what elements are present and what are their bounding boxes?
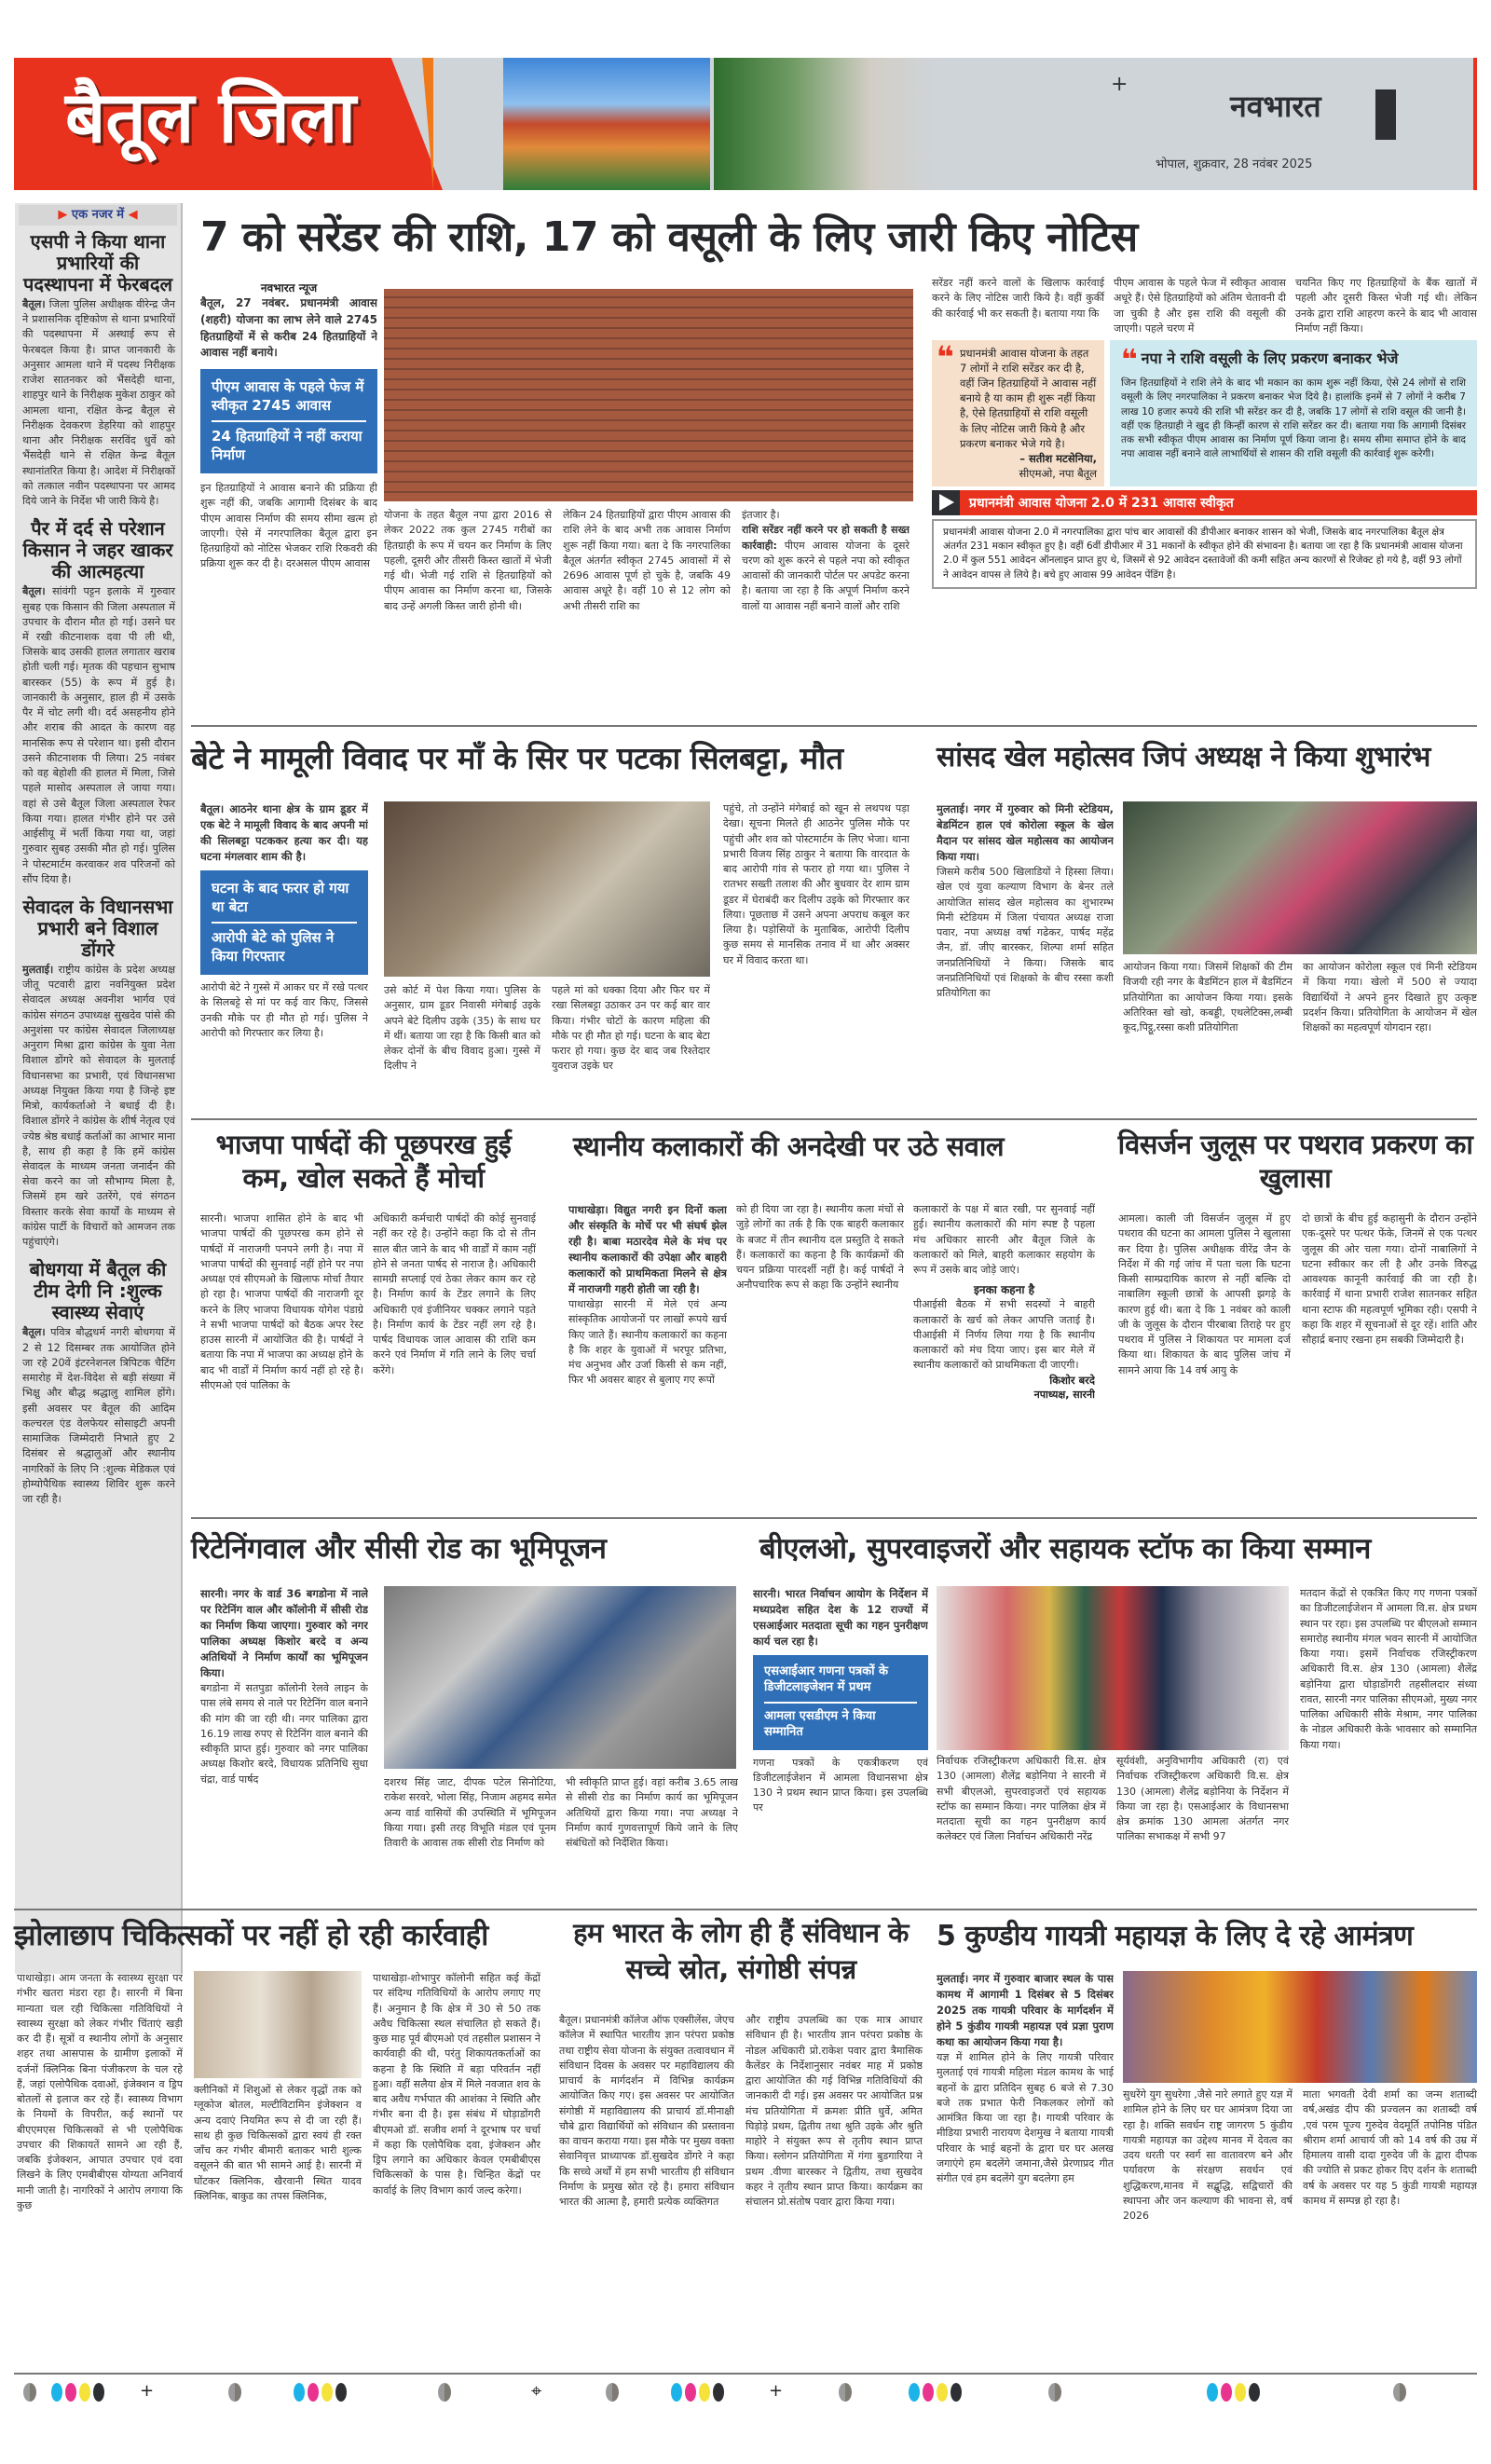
play-arrow-icon	[932, 490, 960, 515]
gray-registration-dot	[438, 2383, 451, 2402]
blo-headline: बीएलओ, सुपरवाइजरों और सहायक स्टॉफ का किया सम्मान	[759, 1532, 1371, 1566]
blo-text: निर्वाचक रजिस्ट्रीकरण अधिकारी वि.स. क्षेत्र 130 (आमला) शैलेंद्र बड़ोनिया ने सारनी में सभी बीएलओ, सुपरवाइजरों एवं सहायक स्टॉफ का सम्मान किया। नगर पालिका क्षेत्र में मतदाता सूची का गहन पुनरीक्षण कार्य कलेक्टर एवं जिला निर्वाचन अधिकारी नरेंद्र	[937, 1755, 1106, 1843]
quote-role: सीएमओ, नपा बैतूल	[1019, 466, 1097, 480]
sidebar-story-text: राष्ट्रीय कांग्रेस के प्रदेश अध्यक्ष जीतू पटवारी द्वारा नवनियुक्त प्रदेश सेवादल अध्यक्ष अवनीश भार्गव एवं कांग्रेस संगठन उपाध्यक्ष सुखदेव पांसे की अनुशंसा पर कांग्रेस सेवादल जिलाध्यक्ष अनुराग मिश्रा द्वारा कांग्रेस के युवा नेता विशाल डोंगरे को सेवादल के मुलताई विधानसभा का प्रभारी, एवं विधानसभा अध्यक्ष नियुक्त किया गया है जिन्हे इष्ट मित्रो, कार्यकर्ताओ ने बधाई दी है। विशाल डोंगरे ने कांग्रेस के शीर्ष नेतृत्व एवं ज्येष्ठ श्रेष्ठ बधाई कर्ताओं का आभार माना है, साथ ही कहा है कि हमें कांग्रेस सेवादल के माध्यम जनता जनार्दन की सेवा करने का जो सौभाग्य मिला है, जिसमें हम खरे उतरेंगे, एवं संगठन विस्तार करके सेवा कार्यों के माध्यम से कांग्रेस पार्टी के विचारों को आमजन तक पहुंचाएंगे।	[22, 963, 175, 1249]
yellow-dot	[1235, 2383, 1246, 2402]
artists-text: कलाकारों के पक्ष में बात रखी, पर सुनवाई नहीं हुई। स्थानीय कलाकारों की मांग स्पष्ट है पहला मंच अधिकार सारनी और बैतूल जिले के कलाकारों को मिले, बाहरी कलाकार सहयोग के रूप में उसके बाद जोड़े जाएं।	[913, 1203, 1095, 1277]
divider	[191, 725, 1477, 727]
gayatri-text: यज्ञ में शामिल होने के लिए गायत्री परिवार मुलताई एवं गायत्री महिला मंडल कामथ के भाई बहनों के द्वारा प्रतिदिन सुबह 6 बजे से 7.30 बजे तक प्रभात फेरी निकलकर लोगों को आमंत्रित किया जा रहा है। गायत्री परिवार के मीडिया प्रभारी नारायण देशमुख ने बताया गायत्री परिवार के भाई बहनों के द्वारा घर घर अलख जगाएंगे हम बदलेंगे जमाना,जैसे प्रेरणाप्रद गीत संगीत एवं हम बदलेंगे युग बदलेगा हम	[937, 2051, 1114, 2185]
sidebar-story-text: सांवंगी पट्टन इलाके में गुरुवार सुबह एक किसान की जिला अस्पताल में उपचार के दौरान मौत हो गई। उसने घर में रखी कीटनाशक दवा पी ली थी, जिसके बाद उसकी हालत लगातार खराब होती चली गई। मृतक की पहचान सुभाष बारस्कर (55) के रूप में हुई है। जानकारी के अनुसार, हाल ही में उसके पैर में चोट लगी थी। दर्द असहनीय होने और शराब की आदत के कारण वह मानसिक रूप से परेशान था। इसी दौरान उसने कीटनाशक पी लिया। 25 नवंबर को वह बेहोशी की हालत में मिला, जिसे पहले मासोद अस्पताल ले जाया गया। वहां से उसे बैतूल जिला अस्पताल रेफर किया गया। हालत गंभीर होने पर उसे आईसीयू में भर्ती किया गया था, जहां गुरुवार सुबह उसकी मौत हो गई। पुलिस ने पोस्टमार्टम करवाकर शव परिजनों को सौंप दिया है।	[22, 585, 175, 885]
lead-text: चयनित किए गए हितग्राहियों के बैंक खातों में पहली और दूसरी किस्त भेजी गई थी। लेकिन उनके द्वारा राशि आहरण करने के बाद भी आवास निर्माण नहीं किया।	[1295, 277, 1477, 335]
lead-col-4	[742, 508, 910, 718]
lead-bar-body: प्रधानमंत्री आवास योजना 2.0 में नगरपालिका द्वारा पांच बार आवासों की डीपीआर बनाकर शासन को भेजी, जिसके बाद नगरपालिका बैतूल क्षेत्र अंतर्गत 231 मकान स्वीकृत हुए है। वहीं 6वीं डीपीआर में 31 मकानों के स्वीकृत होने की संभावना है। बताया जा रहा है कि प्रधानमंत्री आवास योजना 2.0 में कुल 551 आवेदन ऑनलाइन प्राप्त हुए थे, जिसमें से 92 आवेदन दस्तावेजों की कमी सहित अन्य कारणों से रिजेक्ट हो गये है, वहीं 93 लोगों ने आवेदन वापस ले लिये है। बचे हुए आवास 99 आवेदन पेंडिंग है।	[932, 519, 1477, 589]
divider	[191, 1517, 1477, 1519]
black-dot	[335, 2383, 347, 2402]
blo-text: सूर्यवंशी, अनुविभागीय अधिकारी (रा) एवं निर्वाचक रजिस्ट्रीकरण अधिकारी वि.स. क्षेत्र 130 (आमला) शैलेंद्र बड़ोनिया के निर्देशन में किया जा रहा है। एसआईआर के विधानसभा क्षेत्र क्रमांक 130 आमला अंतर्गत नगर पालिका सभाकक्ष में सभी 97	[1116, 1755, 1289, 1843]
lead-text: लेकिन 24 हितग्राहियों द्वारा पीएम आवास की राशि लेने के बाद अभी तक आवास निर्माण शुरू नहीं किया गया। बता दे कि नगरपालिका बैतूल अंतर्गत स्वीकृत 2745 आवासों में से 2696 आवास पूर्ण हो चुके है, जबकि 49 आवास अधूरे है। वहीं 10 से 12 लोग को अभी तीसरी राशि का	[563, 509, 731, 612]
blo-text: मतदान केंद्रों से एकत्रित किए गए गणना पत्रकों का डिजीटलाईजेशन में आमला वि.स. क्षेत्र प्रथम स्थान पर रहा। इस उपलब्धि पर बीएलओ सम्मान समारोह स्थानीय मंगल भवन सारनी में आयोजित किया गया। इसमें निर्वाचक रजिस्ट्रीकरण अधिकारी वि.स. क्षेत्र 130 (आमला) शैलेंद्र बड़ोनिया द्वारा घोड़ाडोंगरी तहसीलदार संध्या रावत, सारनी नगर पालिका सीएमओ, मुख्य नगर पालिका अधिकारी सीके मेश्राम, नगर पालिका के नोडल अधिकारी केके भावसार को सम्मानित किया गया।	[1300, 1587, 1477, 1751]
artists-text: पाथाखेड़ा सारनी में मेले एवं अन्य सांस्कृतिक आयोजनों पर लाखों रूपये खर्च किए जाते हैं। स्थानीय कलाकारों का कहना है कि शहर के युवाओं में भरपूर प्रतिभा, मंच अनुभव और उर्जा किसी से कम नहीं, फिर भी अवसर बाहर से बुलाए गए रूपों	[568, 1298, 727, 1387]
section-title: बैतूल जिला	[65, 75, 356, 158]
yellow-dot	[699, 2383, 710, 2402]
murder-intro: बैतूल। आठनेर थाना क्षेत्र के ग्राम डूडर में एक बेटे ने मामूली विवाद के बाद अपनी मां की सिलबट्टा पटककर हत्या कर दी। यह घटना मंगलवार शाम की है।	[200, 802, 368, 864]
retaining-headline: रिटेनिंगवाल और सीसी रोड का भूमिपूजन	[191, 1532, 607, 1566]
lead-top-text-row	[932, 276, 1477, 336]
masthead-photo-monument	[503, 58, 710, 190]
sidebar-story-dateline: बैतूल।	[22, 585, 46, 598]
registration-cross-icon: +	[1111, 73, 1129, 96]
sidebar-story-body	[15, 963, 181, 1255]
lead-text: इन हितग्राहियों ने आवास बनाने की प्रक्रिया ही शुरू नहीं की, जबकि आगामी दिसंबर के बाद पीएम आवास निर्माण की समय सीमा खत्म हो जाएगी। ऐसे में नगरपालिका बैतूल द्वारा इन हितग्राहियों को नोटिस भेजकर राशि रिकवरी की प्रक्रिया शुरू कर दी है। दरअसल पीएम आवास	[200, 482, 377, 570]
blo-highlight-2: आमला एसडीएम ने किया सम्मानित	[764, 1708, 876, 1739]
artists-text: को ही दिया जा रहा है। स्थानीय कला मंचों से जुड़े लोगों का तर्क है कि एक बाहरी कलाकार के बजट में तीन स्थानीय दल प्रस्तुति दे सकते हैं। कलाकारों का कहना है कि कार्यक्रमों की चयन प्रक्रिया पारदर्शी नहीं है। कई पार्षदों ने अनौपचारिक रूप से कहा कि उन्होंने स्थानीय	[736, 1203, 904, 1292]
retaining-photo-bhoomipujan	[384, 1586, 736, 1769]
murder-headline: बेटे ने मामूली विवाद पर माँ के सिर पर पटका सिलबट्टा, मौत	[191, 740, 843, 776]
sidebar-story-dateline: बैतूल।	[22, 298, 46, 310]
bjp-headline-block	[191, 1128, 536, 1196]
artists-quote-title: इनका कहना है	[974, 1283, 1034, 1297]
visarjan-text: आमला। काली जी विसर्जन जुलूस में हुए पथराव की घटना का आमला पुलिस ने खुलासा कर दिया है। पुलिस अधीक्षक वीरेंद्र जैन के निर्देश में की गई जांच में पता चला कि घटना किसी साम्प्रदायिक कारण से नहीं बल्कि दो नाबालिग स्कूली छात्रों के आपसी झगड़े के कारण हुई थी। बता दे कि 1 नवंबर को काली जी के जुलूस के दौरान पीरबाबा तिराहे पर हुए पथराव में पुलिस ने शिकायत पर मामला दर्ज किया था। शिकायत के बाद पुलिस जांच में सामने आया कि 14 वर्ष आयु के	[1118, 1212, 1291, 1376]
magenta-dot	[65, 2383, 76, 2402]
info-box-body: जिन हितग्राहियों ने राशि लेने के बाद भी मकान का काम शुरू नहीं किया, ऐसे 24 लोगों से राशि वसूली के लिए नगरपालिका ने प्रकरण बनाकर भेज दिये है। हालांकि इनमें से 7 लोगों ने करीब 7 लाख 10 हजार रूपये की राशि भी सरेंडर कर दी है, जबकि 17 लोगों से राशि वसूल की जानी है। वहीं एक हितग्राही ने खुद ही किन्हीं कारण से राशि सरेंडर कर दी। बताया गया कि आगामी दिसंबर तक सभी स्वीकृत पीएम आवास का निर्माण पूर्ण किया जाना है। समय सीमा समाप्त होने के बाद नपा आवास नहीं बनाने वाले लाभार्थियों से शासन की राशि वसूली की कार्रवाई शुरू करेगी।	[1121, 377, 1466, 460]
sports-intro: मुलताई। नगर में गुरुवार को मिनी स्टेडियम, बेडमिंटन हाल एवं कोरोला स्कूल के खेल मैदान पर सांसद खेल महोत्सव का आयोजन किया गया।	[937, 802, 1114, 864]
lead-photo-unfinished-house	[384, 289, 913, 501]
retaining-text: बगडोना में सतपुडा कॉलोनी रेलवे लाइन के पास लंबे समय से नाले पर रिटेनिंग वाल बनाने की मांग की जा रही थी। नगर पालिका द्वारा 16.19 लाख रुपए से रिटेनिंग वाल बनाने की स्वीकृति प्राप्त हुई। गुरुवार को नगर पालिका अध्यक्ष किशोर बरदे, विधायक प्रतिनिधि सुधा चंद्रा, वार्ड पार्षद	[200, 1682, 368, 1786]
blo-highlight-box	[753, 1655, 928, 1750]
yellow-dot	[937, 2383, 948, 2402]
murder-text: पहले मां को धक्का दिया और फिर घर में रखा सिलबट्टा उठाकर उन पर कई बार वार किया। गंभीर चोटों के कारण महिला की मौके पर ही मौत हो गई। घटना के बाद बेटा फरार हो गया। कुछ देर बाद जब रिश्तेदार युवराज उइके घर	[552, 984, 710, 1073]
print-registration-marks	[14, 2381, 1477, 2409]
sidebar-tag-label: एक नजर में	[71, 208, 125, 222]
black-dot	[713, 2383, 724, 2402]
gray-registration-dot	[1048, 2383, 1061, 2402]
gray-registration-dot	[23, 2383, 36, 2402]
quote-author: – सतीश मटसेनिया,	[1019, 451, 1097, 465]
magenta-dot	[923, 2383, 934, 2402]
black-dot	[1249, 2383, 1260, 2402]
sidebar-story-body	[15, 297, 181, 514]
cyan-dot	[671, 2383, 682, 2402]
sidebar-story-body	[15, 584, 181, 893]
cyan-dot	[909, 2383, 920, 2402]
yellow-dot	[79, 2383, 90, 2402]
quote-mark-icon: ❝	[937, 339, 954, 376]
dateline: भोपाल, शुक्रवार, 28 नवंबर 2025	[1156, 157, 1313, 171]
magenta-dot	[308, 2383, 319, 2402]
sidebar-story-dateline: मुलताई।	[22, 963, 54, 976]
bjp-text: अधिकारी कर्मचारी पार्षदों की कोई सुनवाई नहीं कर रहे है। उन्होंने कहा कि दो से तीन साल बीत जाने के बाद भी वार्डों में काम नहीं होने से जनता पार्षद से नाराज है। अधिकारी सामग्री सप्लाई एवं ठेका लेकर काम कर रहे है। निर्माण कार्य के टेंडर लगाने के लिए अधिकारी एवं इंजीनियर चक्कर लगाने पड़ते है। निर्माण कार्य के टेंडर नहीं लग रहे है। पार्षद विधायक जाल आवास की राशि कम करने एवं निर्माण में गति लाने के लिए चर्चा करेंगे।	[373, 1212, 536, 1376]
black-dot	[93, 2383, 104, 2402]
blo-photo-felicitation	[937, 1586, 1289, 1750]
lead-text: योजना के तहत बैतूल नपा द्वारा 2016 से लेकर 2022 तक कुल 2745 गरीबों का हितग्राही के रूप में चयन कर निर्माण के लिए पहली, दूसरी और तीसरी किस्त खातों में भेजी गई थी। भेजी गई राशि से हितग्राहियों को पीएम आवास का निर्माण करना था, जिसके बाद उन्हें अगली किस्त जारी होनी थी।	[384, 509, 552, 612]
lead-boxes-row	[932, 340, 1477, 486]
magenta-dot	[685, 2383, 696, 2402]
gray-registration-dot	[1393, 2383, 1406, 2402]
lead-text: पीएम आवास के पहले फेज में स्वीकृत आवास अधूरे हैं। ऐसे हितग्राहियों को अंतिम चेतावनी दी जा चुकी है और इस राशि की वसूली की जाएगी। पहले चरण में	[1114, 277, 1286, 335]
info-box-headline-row	[1121, 344, 1466, 377]
sidebar-story-headline: सेवादल के विधानसभा प्रभारी बने विशाल डोंगरे	[22, 895, 173, 961]
sports-text: का आयोजन कोरोला स्कूल एवं मिनी स्टेडियम में किया गया। खेलो में 500 से ज्यादा विद्यार्थियों ने अपने हुनर दिखाते हुए उत्कृष्ट प्रदर्शन किया। प्रतियोगिता के आयोजन में खेल शिक्षकों का महत्वपूर्ण योगदान रहा।	[1303, 961, 1477, 1034]
sidebar-story	[15, 1255, 181, 1513]
sports-text: आयोजन किया गया। जिसमें शिक्षकों की टीम विजयी रही नगर के बैडमिंटन हाल में बैडमिंटन प्रतियोगिता का आयोजन किया गया। इसके अतिरिक्त खो खो, कबड्डी, एथलेटिक्स,लम्बी कूद,पिट्ठू,रस्सा कशी प्रतियोगिता	[1123, 961, 1293, 1034]
lead-col-1	[200, 280, 377, 718]
lead-info-box	[1110, 340, 1477, 486]
artists-quote: पीआईसी बैठक में सभी सदस्यों ने बाहरी कलाकारों के खर्च को लेकर आपत्ति जताई है। पीआईसी में निर्णय लिया गया है कि स्थानीय कलाकारों को मंच दिया जाए। इस बार मेले में स्थानीय कलाकारों को प्राथमिकता दी जाएगी।	[913, 1298, 1095, 1372]
sidebar-story-text: जिला पुलिस अधीक्षक वीरेन्द्र जैन ने प्रशासनिक दृष्टिकोण से थाना प्रभारियों की पदस्थापना में अस्थाई रूप से फेरबदल किया है। प्राप्त जानकारी के अनुसार आमला थाने में पदस्थ निरीक्षक राजेश सातनकर को भैंसदेही थाना, शाहपुर थाने के निरीक्षक मुकेश ठाकुर को आमला थाना, रक्षित केन्द्र बैतूल से निरीक्षक देवकरण डेहरिया को शाहपुर थाना और निरीक्षक सरविंद धुर्वे को भैंसदेही थाने से रक्षित केन्द्र बैतूल स्थानांतरित किया है। आदेश में निरीक्षकों को तत्काल नवीन पदस्थापना पर आमद दिये जाने के निर्देश भी जारी किये है।	[22, 298, 175, 508]
sidebar-story-headline: एसपी ने किया थाना प्रभारियों की पदस्थापना में फेरबदल	[22, 230, 173, 295]
lead-quote-text: प्रधानमंत्री आवास योजना के तहत 7 लोगों ने राशि सरेंडर कर दी है, वहीं जिन हितग्राहियों ने आवास नहीं बनाये है या काम ही शुरू नहीं किया है, ऐसे हितग्राहियों से राशि वसूली के लिए नोटिस जारी किये है और प्रकरण बनाकर भेजे गये है।	[960, 347, 1097, 450]
registration-cross-icon: +	[140, 2381, 155, 2401]
sidebar-story-dateline: बैतूल।	[22, 1326, 46, 1339]
yellow-dot	[321, 2383, 333, 2402]
murder-highlight-box	[200, 870, 368, 975]
blo-intro: सारनी। भारत निर्वाचन आयोग के निर्देशन में मध्यप्रदेश सहित देश के 12 राज्यों में एसआईआर मतदाता सूची का गहन पुनरीक्षण कार्य चल रहा है।	[753, 1587, 928, 1649]
visarjan-text: दो छात्रों के बीच हुई कहासुनी के दौरान उन्होंने एक-दूसरे पर पत्थर फेंके, जिनमें से एक पत्थर जुलूस की ओर चला गया। दोनों नाबालिगों ने घटना स्वीकार कर ली है और उनके विरुद्ध आवश्यक कानूनी कार्रवाई की जा रही है। कार्रवाई में थाना प्रभारी राजेश सातनकर सहित थाना स्टाफ की महत्वपूर्ण भूमिका रही। एसपी ने कहा कि शहर में सूचनाओं से दूर रहें। शांति और सौहार्द्र बनाए रखना हम सबकी जिम्मेदारी है।	[1302, 1212, 1477, 1347]
cyan-dot	[51, 2383, 62, 2402]
quote-mark-icon: ❝	[1121, 344, 1138, 377]
sidebar-story	[15, 893, 181, 1255]
lead-right-block	[932, 276, 1477, 719]
bjp-text: सारनी। भाजपा शासित होने के बाद भी भाजपा पार्षदों की पूछपरख कम होने से पार्षदों में नाराजगी पनपने लगी है। नपा में भाजपा पार्षदों की सुनवाई नहीं होने पर नपा अध्यक्ष एवं सीएमओ के खिलाफ मोर्चा तैयार हो रहा है। भाजपा पार्षदों की नाराजगी दूर करने के लिए भाजपा विधायक योगेश पंडाग्रे ने सभी भाजपा पार्षदों को बैठक अपर रेस्ट हाउस सारनी में आयोजित की है। पार्षदों ने बताया कि नपा में भाजपा का अध्यक्ष होने के बाद भी वार्डों में निर्माण कार्य नहीं हो रहे है। सीएमओ एवं पालिका के	[200, 1212, 363, 1391]
lead-highlight-2: 24 हितग्राहियों ने नहीं कराया निर्माण	[212, 428, 362, 463]
constitution-text: और राष्ट्रीय उपलब्धि का एक मात्र आधार संविधान ही है। भारतीय ज्ञान परंपरा प्रकोष्ठ के नोडल अधिकारी प्रो.राकेश पवार द्वारा त्रैमासिक कैलेंडर के निर्देशानुसार नवंबर माह में प्रकोष्ठ द्वारा आयोजित की गई विभिन्न गतिविधियों की जानकारी दी गई। इस अवसर पर आयोजित प्रश्न मंच प्रतियोगिता में क्रमशः प्रीति धुर्वे, अमित घिड़ोड़े प्रथम, द्वितीय तथा श्रुति उइके और श्रुति माहोरे ने संयुक्त रूप से तृतीय स्थान प्राप्त किया। स्लोगन प्रतियोगिता में गंगा बुडगारिया ने प्रथम .वीणा बारस्कर ने द्वितीय, तथा सुखदेव कहर ने तृतीय स्थान प्राप्त किया। कार्यक्रम का संचालन प्रो.संतोष पवार द्वारा किया गया।	[746, 2014, 923, 2209]
murder-text: पहुंचे, तो उन्होंने मंगेबाई को खून से लथपथ पड़ा देखा। सूचना मिलते ही आठनेर पुलिस मौके पर पहुंची और शव को पोस्टमार्टम के लिए भेजा। थाना प्रभारी विजय सिंह ठाकुर ने बताया कि वारदात के बाद आरोपी गांव से फरार हो गया था। पुलिस ने रातभर सख्ती तलाश की और बुधवार देर शाम ग्राम डूडर में घेराबंदी कर दिलीप उइके को गिरफ्तार कर लिया। पूछताछ में उसने अपना अपराध कबूल कर लिया है। पड़ोसियों के मुताबिक, आरोपी दिलीप कुछ समय से मानसिक तनाव में था और अक्सर घर में विवाद करता था।	[723, 802, 910, 966]
clinics-text: क्लीनिकों में शिशुओं से लेकर वृद्धों तक को ग्लूकोज बोतल, मल्टीविटामिन इंजेक्शन व अन्य दवाएं नियमित रूप से दी जा रही हैं। साथ ही कुछ चिकित्सकों द्वारा स्वयं ही रक्त जाँच कर गंभीर बीमारी बताकर भारी शुल्क वसूलने की बात भी सामने आई है। सारनी में घोंटकर क्लिनिक, खैरवानी स्थित यादव क्लिनिक, बाकुड का तपस क्लिनिक,	[194, 2084, 362, 2202]
murder-highlight-2: आरोपी बेटे को पुलिस ने किया गिरफ्तार	[212, 929, 335, 965]
clinics-text: पाथाखेड़ा। आम जनता के स्वास्थ्य सुरक्षा पर गंभीर खतरा मंडरा रहा है। सारनी में बिना मान्यता चल रही चिकित्सा गतिविधियों ने स्वास्थ्य सुरक्षा को लेकर गंभीर चिंताएं खड़ी कर दी हैं। सूत्रों व स्थानीय लोगों के अनुसार शहर तथा आसपास के ग्रामीण इलाकों में दर्जनों क्लिनिक बिना पंजीकरण के चल रहे हैं, जहां एलोपैथिक दवाओं, इंजेक्शन व ड्रिप बोतलों से इलाज कर रहे हैं। स्वास्थ्य विभाग के नियमों के विपरीत, कई स्थानों पर बीएएमएस चिकित्सकों से भी एलोपैथिक उपचार की शिकायतें सामने आ रही हैं, जबकि इंजेक्शन, आपात उपचार एवं दवा लिखने के लिए एमबीबीएस योग्यता अनिवार्य मानी जाती है। नागरिकों ने आरोप लगाया कि कुछ	[17, 1972, 183, 2211]
lead-text: इंतजार है।	[742, 509, 780, 521]
sidebar-story-headline: पैर में दर्द से परेशान किसान ने जहर खाकर की आत्महत्या	[22, 517, 173, 583]
arrow-right-icon: ▶	[58, 208, 72, 222]
constitution-headline: हम भारत के लोग ही हैं संविधान के सच्चे स्रोत, संगोष्ठी संपन्न	[573, 1917, 909, 1986]
brand-logo: नवभारत	[1230, 89, 1321, 124]
gayatri-col-1	[937, 1971, 1114, 2367]
lead-highlight-box	[200, 369, 377, 473]
lead-subhead: राशि सरेंडर नहीं करने पर हो सकती है सख्त कार्रवाही:	[742, 524, 910, 552]
gayatri-text: माता भगवती देवी शर्मा का जन्म शताब्दी वर्ष,अखंड दीप की प्रज्वलन का शताब्दी वर्ष ,एवं परम पूज्य गुरुदेव वेदमूर्ति तपोनिष्ठ पंडित श्रीराम शर्मा आचार्य जी को 14 वर्ष की उम्र में हिमालय वासी दादा गुरुदेव जी के द्वारा दीपक की ज्योति से प्रकट होकर दिए दर्शन के शताब्दी वर्ष के अवसर पर यह 5 कुंडी गायत्री महायज्ञ कामथ में सम्पन्न हो रहा है।	[1303, 2088, 1477, 2207]
black-dot	[951, 2383, 962, 2402]
artists-quote-author: किशोर बरदे	[1049, 1373, 1095, 1387]
divider	[14, 1909, 1477, 1910]
lead-highlight-1: पीएम आवास के पहले फेज में स्वीकृत 2745 आवास	[212, 378, 364, 414]
lead-text: पीएम आवास योजना के दूसरे चरण को शुरू करने से पहले नपा को स्वीकृत आवासों की जानकारी पोर्टल पर अपडेट करना है। बताया जा रहा है कि अपूर्ण निर्माण करने वालों या आवास नहीं बनाने वालों और राशि	[742, 539, 910, 612]
byline: नवभारत न्यूज	[260, 281, 318, 294]
gayatri-photo-procession	[1123, 1971, 1477, 2083]
visarjan-headline: विसर्जन जुलूस पर पथराव प्रकरण का खुलासा	[1117, 1129, 1473, 1195]
clinics-text: पाथाखेड़ा-शोभापुर कॉलोनी सहित कई केंद्रों पर संदिग्ध गतिविधियों के आरोप लगाए गए हैं। अनुमान है कि क्षेत्र में 30 से 50 तक अवैध चिकित्सा स्थल संचालित हो सकते हैं। कुछ माह पूर्व बीएमओ एवं तहसील प्रशासन ने कार्यवाही की थी, परंतु शिकायतकर्ताओं का कहना है कि स्थिति में बड़ा परिवर्तन नहीं हुआ। वहीं सलैया क्षेत्र में मिले नवजात शव के बाद अवैध गर्भपात की आशंका ने स्थिति और गंभीर बना दी है। इस संबंध में घोड़ाडोंगरी बीएमओ डॉ. सजीव शर्मा ने दूरभाष पर चर्चा में कहा कि एलोपैथिक दवा, इंजेक्शन और ड्रिप लगाने का अधिकार केवल एमबीबीएस चिकित्सकों के पास है। चिन्हित केंद्रों पर कार्वाई के लिए विभाग कार्य जल्द करेगा।	[373, 1972, 540, 2197]
gayatri-intro: मुलताई। नगर में गुरुवार बाजार स्थल के पास कामथ में आगामी 1 दिसंबर से 5 दिसंबर 2025 तक गायत्री परिवार के मार्गदर्शन में होने 5 कुंडीय गायत्री महायज्ञ एवं प्रज्ञा पुराण कथा का आयोजन किया गया है।	[937, 1972, 1114, 2049]
artists-intro: पाथाखेड़ा। विद्युत नगरी इन दिनों कला और संस्कृति के मोर्चे पर भी संघर्ष झेल रही है। बाबा मठारदेव मेले के मंच पर स्थानीय कलाकारों की उपेक्षा और बाहरी कलाकारों को प्राथमिकता मिलने से क्षेत्र में नाराजगी गहरी होती जा रही है।	[568, 1203, 727, 1296]
sports-photo-inauguration	[1123, 801, 1477, 954]
sports-headline: सांसद खेल महोत्सव जिपं अध्यक्ष ने किया शुभारंभ	[937, 741, 1430, 773]
sports-text: जिसमे करीब 500 खिलाडियों ने हिस्सा लिया। खेल एवं युवा कल्याण विभाग के बेनर तले आयोजित सांसद खेल महोत्सव का शुभारम्भ मिनी स्टेडियम में जिला पंचायत अध्यक्ष राजा पवार, नपा अध्यक्ष वर्षा गढेकर, पार्षद महेंद्र जैन, डॉ. जीए बारस्कर, शिल्पा शर्मा सहित जनप्रतिनिधियों ने किया। जिसके बाद जनप्रतिनिधियों एवं शिक्षको के बीच रस्सा कशी प्रतियोगिता का	[937, 866, 1114, 1000]
murder-col-1	[200, 801, 368, 1109]
blo-col-1	[753, 1586, 928, 1903]
gray-registration-dot	[839, 2383, 852, 2402]
divider	[191, 1118, 1477, 1120]
clinics-photo-clinic-shelves	[194, 1971, 362, 2078]
gayatri-headline: 5 कुण्डीय गायत्री महायज्ञ के लिए दे रहे आमंत्रण	[937, 1920, 1414, 1952]
magenta-dot	[1221, 2383, 1232, 2402]
artists-headline: स्थानीय कलाकारों की अनदेखी पर उठे सवाल	[573, 1130, 1004, 1162]
visarjan-headline-block	[1114, 1128, 1477, 1196]
lead-quote-box	[932, 340, 1104, 486]
crosshair-target-icon: ⌖	[531, 2379, 542, 2402]
retaining-col-1	[200, 1586, 368, 1903]
sidebar-story	[15, 227, 181, 514]
registration-cross-icon: +	[769, 2381, 784, 2401]
cyan-dot	[294, 2383, 305, 2402]
info-box-headline: नपा ने राशि वसूली के लिए प्रकरण बनाकर भेजे	[1141, 349, 1399, 368]
murder-text: आरोपी बेटे ने गुस्से में आकर घर में रखे पत्थर के सिलबट्टे से मां पर कई वार किए, जिससे उनकी मौके पर ही मौत हो गई। पुलिस ने आरोपी को गिरफ्तार कर लिया है।	[200, 981, 368, 1039]
lead-headline: 7 को सरेंडर की राशि, 17 को वसूली के लिए जारी किए नोटिस	[200, 213, 1138, 261]
constitution-headline-block	[554, 1915, 927, 1988]
sidebar-story-headline: बोधगया में बैतूल की टीम देगी नि :शुल्क स्वास्थ्य सेवाएं	[29, 1258, 167, 1324]
masthead-photo-temples	[714, 58, 937, 190]
sidebar-story-text: पवित्र बौद्धधर्म नगरी बोधगया में 2 से 12 दिसम्बर तक आयोजित होने जा रहे 20वें इंटरनेशनल त्रिपिटक चैटिंग समारोह में देश-विदेश से बड़ी संख्या में भिक्षु और बौद्ध श्रद्धालु शामिल होंगे। इसी अवसर पर बैतूल की आदिम कल्चरल एंड वेलफेयर सोसाइटी अपनी सामाजिक जिम्मेदारी निभाते हुए 2 दिसंबर से श्रद्धालुओं और स्थानीय नागरिकों के लिए नि :शुल्क मेडिकल एवं होम्योपैथिक स्वास्थ्य शिविर शुरू करने जा रही है।	[22, 1326, 175, 1505]
arrow-left-icon: ◀	[124, 208, 138, 222]
red-bar-headline: प्रधानमंत्री आवास योजना 2.0 में 231 आवास स्वीकृत	[969, 495, 1234, 511]
brand-logo-block	[1375, 89, 1396, 140]
artists-col-3	[913, 1202, 1095, 1510]
sidebar	[15, 203, 183, 1974]
sidebar-story	[15, 514, 181, 893]
murder-highlight-1: घटना के बाद फरार हो गया था बेटा	[212, 880, 349, 915]
constitution-text: बैतूल। प्रधानमंत्री कॉलेज ऑफ एक्सीलेंस, जेएच कॉलेज में स्थापित भारतीय ज्ञान परंपरा प्रकोष्ठ तथा राष्ट्रीय सेवा योजना के संयुक्त तत्वावधान में संविधान दिवस के अवसर पर महाविद्यालय की प्राचार्य के मार्गदर्शन में विभिन्न कार्यक्रम आयोजित किए गए। इस अवसर पर आयोजित संगोष्ठी में महाविद्यालय की प्राचार्य डॉ.मीनाक्षी चौबे द्वारा विद्यार्थियों को संविधान की प्रस्तावना का वाचन कराया गया। इस मौके पर मुख्य वक्ता सेवानिवृत्त प्राध्यापक डॉ.सुखदेव डोंगरे ने कहा कि सच्चे अर्थों में हम सभी भारतीय ही संविधान निर्माण के प्रमुख स्रोत रहे है। हमारा संविधान भारत की आत्मा है, हमारी प्रत्येक व्यक्तिगत	[559, 2014, 734, 2209]
lead-intro: बैतूल, 27 नवंबर. प्रधानमंत्री आवास (शहरी) योजना का लाभ लेने वाले 2745 हितग्राहियों में से करीब 24 हितग्राहियों ने आवास नहीं बनाये।	[200, 296, 377, 360]
blo-text: गणना पत्रकों के एकत्रीकरण एवं डिजीटलाईजेशन में आमला विधानसभा क्षेत्र 130 ने प्रथम स्थान प्राप्त किया। इस उपलब्धि पर	[753, 1756, 928, 1814]
clinics-headline: झोलाछाप चिकित्सकों पर नहीं हो रही कार्रवाही	[14, 1919, 488, 1952]
gray-registration-dot	[228, 2383, 241, 2402]
lead-subsection	[742, 523, 910, 614]
lead-text: सरेंडर नहीं करने वालों के खिलाफ कार्रवाई करने के लिए नोटिस जारी किये है। वहीं कुर्की की कार्रवाई भी कर सकती है। बताया गया कि	[932, 277, 1104, 320]
retaining-text: भी स्वीकृति प्राप्त हुई। वहां करीब 3.65 लाख से सीसी रोड का निर्माण कार्य का भूमिपूजन अतिथियों द्वारा किया गया। नपा अध्यक्ष ने निर्माण कार्य गुणवत्तापूर्ण किये जाने के लिए संबंधितों को निर्देशित किया।	[566, 1776, 738, 1850]
footer-rule	[14, 2373, 1477, 2375]
artists-quote-role: नपाध्यक्ष, सारनी	[1033, 1388, 1095, 1401]
murder-text: उसे कोर्ट में पेश किया गया। पुलिस के अनुसार, ग्राम डूडर निवासी मंगेबाई उइके अपने बेटे दिलीप उइके (35) के साथ घर में थीं। बताया जा रहा है कि किसी बात को लेकर दोनों के बीच विवाद हुआ। गुस्से में दिलीप ने	[384, 984, 540, 1073]
gayatri-text: सुधरेंगे युग सुधरेगा ,जैसे नारे लगाते हुए यज्ञ में शामिल होने के लिए घर घर आमंत्रण दिया जा रहा है। शक्ति सवर्धन राष्ट्र जागरण 5 कुंडीय गायत्री महायज्ञ का उद्देश्य मानव में देवत्व का उदय धरती पर स्वर्ग सा वातावरण बने और पर्यावरण के संरक्षण सवर्धन एवं शुद्धिकरण,मानव में सद्बुद्धि, सद्विचारों की स्थापना और जन कल्याण की भावना से, वर्ष 2026	[1123, 2088, 1293, 2223]
lead-red-bar	[932, 490, 1477, 515]
gray-registration-dot	[606, 2383, 619, 2402]
murder-photo-police-inspection	[384, 801, 710, 977]
sidebar-story-body	[15, 1325, 181, 1513]
cyan-dot	[1207, 2383, 1218, 2402]
retaining-intro: सारनी। नगर के वार्ड 36 बगडोना में नाले पर रिटेनिंग वाल और कॉलोनी में सीसी रोड का निर्माण किया जाएगा। गुरुवार को नगर पालिका अध्यक्ष किशोर बरदे व अन्य अतिथियों ने निर्माण कार्यों का भूमिपूजन किया।	[200, 1587, 368, 1680]
sports-col-1	[937, 801, 1114, 1112]
blo-highlight-1: एसआईआर गणना पत्रकों के डिजीटलाइजेशन में प्रथम	[764, 1664, 889, 1694]
retaining-text: दशरथ सिंह जाट, दीपक पटेल सिनोटिया, राकेश सरवरे, भोला सिंह, निजाम अहमद समेत अन्य वार्ड वासियों की उपस्थिति में भूमिपूजन किया गया। इसी तरह विभूति मंडल एवं पूनम तिवारी के आवास तक सीसी रोड निर्माण को	[384, 1776, 556, 1850]
sidebar-tag	[19, 205, 177, 226]
bjp-headline: भाजपा पार्षदों की पूछपरख हुई कम, खोल सकते हैं मोर्चा	[215, 1129, 512, 1195]
artists-col-1	[568, 1202, 727, 1510]
